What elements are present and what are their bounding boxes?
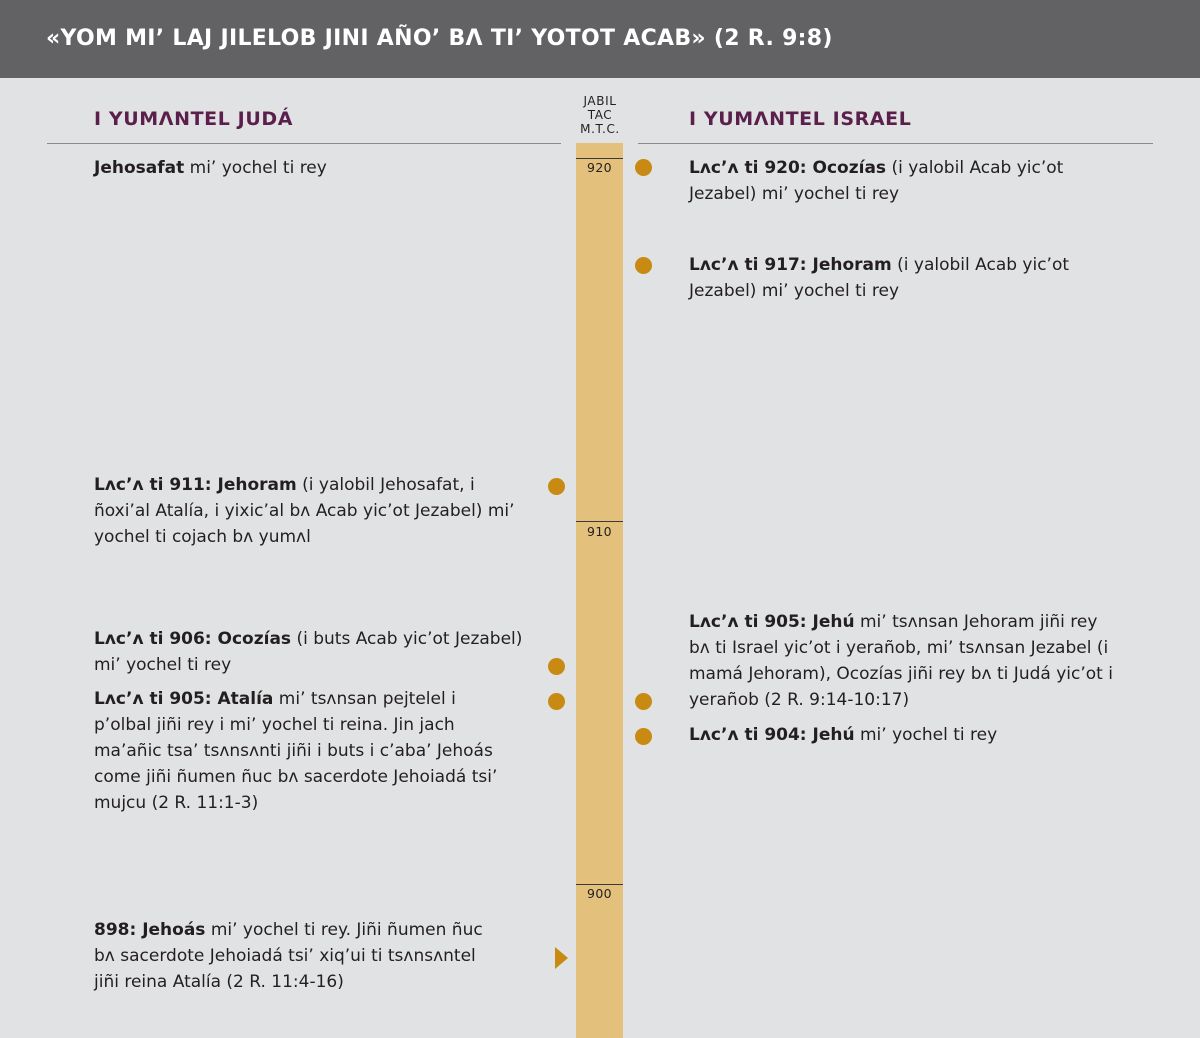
event-description: (i yalobil Acab yic’ot Jezabel) mi’ yochel ti rey [689,158,1064,204]
event-description: (i yalobil Acab yic’ot Jezabel) mi’ yochel ti rey [689,255,1070,301]
event-juda-jehoram [94,472,524,550]
event-israel-jehu-reigns [689,722,1129,748]
event-marker-dot [635,693,652,710]
event-description: (i yalobil Jehosafat, i ñoxi’al Atalía, i yixic’al bʌ Acab yic’ot Jezabel) mi’ yochel ti cojach bʌ yumʌl [94,475,515,547]
event-israel-ocozias [689,155,1129,207]
tick-label-900: 900 [586,886,613,901]
event-heading: Lʌc’ʌ ti 905: Atalía [94,689,274,709]
event-marker-dot [548,693,565,710]
timeline-axis-label [564,94,636,136]
axis-label-line: TAC [587,108,613,122]
event-juda-atalia [94,686,514,816]
event-heading: 898: Jehoás [94,920,206,940]
column-title-israel: I YUMɅNTEL ISRAEL [689,108,912,130]
event-description: mi’ tsʌnsan pejtelel i p’olbal jiñi rey i mi’ yochel ti reina. Jin jach ma’añic tsa’ tsʌnsʌnti jiñi i buts i c’aba’ Jehoás come jiñi ñumen ñuc bʌ sacerdote Jehoiadá tsi’ mujcu (2 R. 11:1-3) [94,689,498,813]
axis-label-line: M.T.C. [580,122,620,136]
event-description: mi’ yochel ti rey [854,725,998,745]
event-heading: Lʌc’ʌ ti 911: Jehoram [94,475,297,495]
tick-line-900 [576,884,623,885]
event-heading: Jehosafat [94,158,185,178]
tick-line-920 [576,158,623,159]
event-description: mi’ tsʌnsan Jehoram jiñi rey bʌ ti Israel yic’ot i yerañob, mi’ tsʌnsan Jezabel (i mamá Jehoram), Ocozías jiñi rey bʌ ti Judá yic’ot i yerañob (2 R. 9:14-10:17) [689,612,1113,710]
event-israel-jehu-kills [689,609,1119,713]
event-heading: Lʌc’ʌ ti 917: Jehoram [689,255,892,275]
event-description: mi’ yochel ti rey [184,158,327,178]
event-israel-jehoram [689,252,1129,304]
event-marker-arrow [555,947,568,969]
tick-line-910 [576,521,623,522]
axis-label-line: JABIL [583,94,617,108]
event-marker-dot [548,658,565,675]
event-marker-dot [548,478,565,495]
event-description: (i buts Acab yic’ot Jezabel) mi’ yochel ti rey [94,629,523,675]
event-marker-dot [635,159,652,176]
tick-label-920: 920 [586,160,613,175]
column-divider-right [638,143,1153,144]
timeline-bar [576,143,623,1038]
header-bar [0,0,1200,78]
column-divider-left [47,143,561,144]
event-juda-jehoas [94,917,494,995]
event-marker-dot [635,257,652,274]
tick-label-910: 910 [586,524,613,539]
event-marker-dot [635,728,652,745]
event-juda-ocozias [94,626,524,678]
column-title-juda: I YUMɅNTEL JUDÁ [94,108,294,130]
event-heading: Lʌc’ʌ ti 906: Ocozías [94,629,292,649]
event-heading: Lʌc’ʌ ti 905: Jehú [689,612,855,632]
page-title: «YOM MI’ LAJ JILELOB JINI AÑO’ BɅ TI’ YOTOT ACAB» (2 R. 9:8) [46,26,833,51]
event-description: mi’ yochel ti rey. Jiñi ñumen ñuc bʌ sacerdote Jehoiadá tsi’ xiq’ui ti tsʌnsʌntel jiñi reina Atalía (2 R. 11:4-16) [94,920,483,992]
event-juda-jehosafat [94,155,524,181]
event-heading: Lʌc’ʌ ti 920: Ocozías [689,158,887,178]
event-heading: Lʌc’ʌ ti 904: Jehú [689,725,855,745]
